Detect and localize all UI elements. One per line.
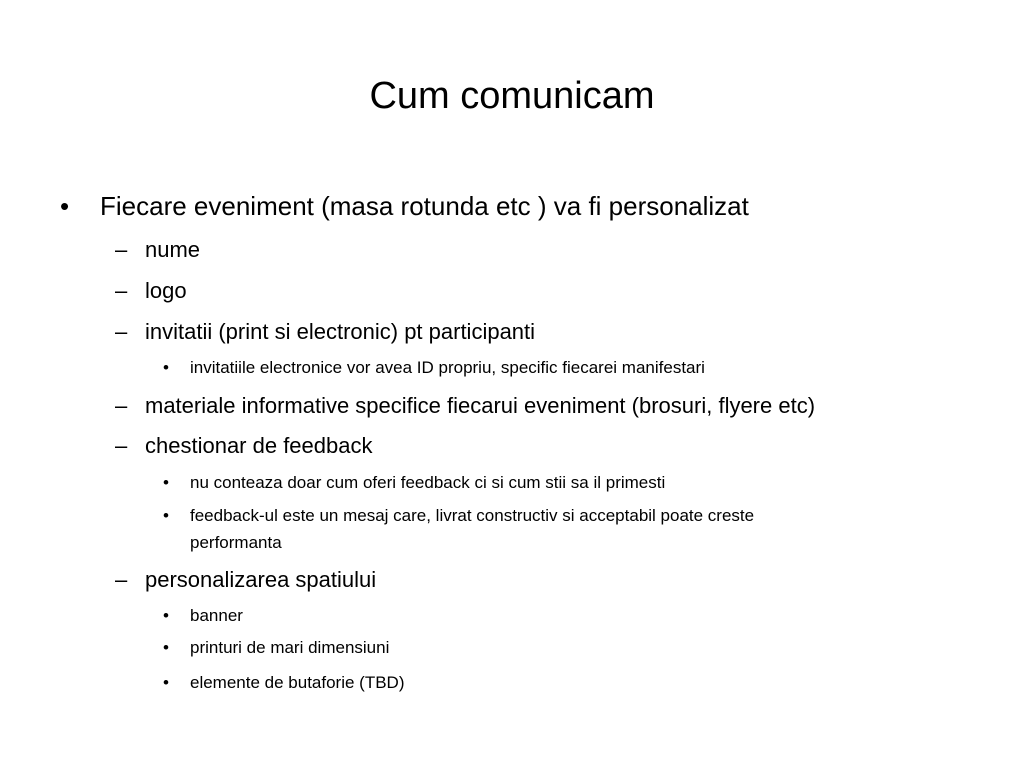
bullet-marker: •: [60, 191, 70, 221]
dash-marker: –: [115, 278, 128, 303]
bullet-text: Fiecare eveniment (masa rotunda etc ) va fi personalizat: [100, 191, 749, 221]
subbullet-text: personalizarea spatiului: [145, 567, 377, 592]
bullet-marker: •: [163, 506, 169, 525]
subsubbullet-text: elemente de butaforie (TBD): [190, 673, 405, 692]
bullet-marker: •: [163, 473, 169, 492]
subsubbullet-text: nu conteaza doar cum oferi feedback ci si cum stii sa il primesti: [190, 473, 666, 492]
dash-marker: –: [115, 319, 128, 344]
bullet-marker: •: [163, 606, 169, 625]
bullet-marker: •: [163, 673, 169, 692]
subsubbullet-text: banner: [190, 606, 243, 625]
dash-marker: –: [115, 433, 128, 458]
subsubbullet-continuation: [190, 531, 282, 555]
subbullet-text: invitatii (print si electronic) pt participanti: [145, 319, 536, 344]
bullet-marker: •: [163, 638, 169, 657]
subsubbullet-text: invitatiile electronice vor avea ID propriu, specific fiecarei manifestari: [190, 358, 705, 377]
bullet-marker: •: [163, 358, 169, 377]
subbullet-text: nume: [145, 237, 201, 262]
subbullet-text: chestionar de feedback: [145, 433, 373, 458]
subsubbullet-text: feedback-ul este un mesaj care, livrat constructiv si acceptabil poate creste: [190, 506, 755, 525]
slide-title: Cum comunicam: [369, 75, 655, 117]
dash-marker: –: [115, 567, 128, 592]
subbullet-text: materiale informative specifice fiecarui eveniment (brosuri, flyere etc): [145, 393, 816, 418]
dash-marker: –: [115, 393, 128, 418]
subsubbullet-text: printuri de mari dimensiuni: [190, 638, 390, 657]
subsubbullet-text: performanta: [190, 533, 282, 552]
subbullet-text: logo: [145, 278, 187, 303]
dash-marker: –: [115, 237, 128, 262]
